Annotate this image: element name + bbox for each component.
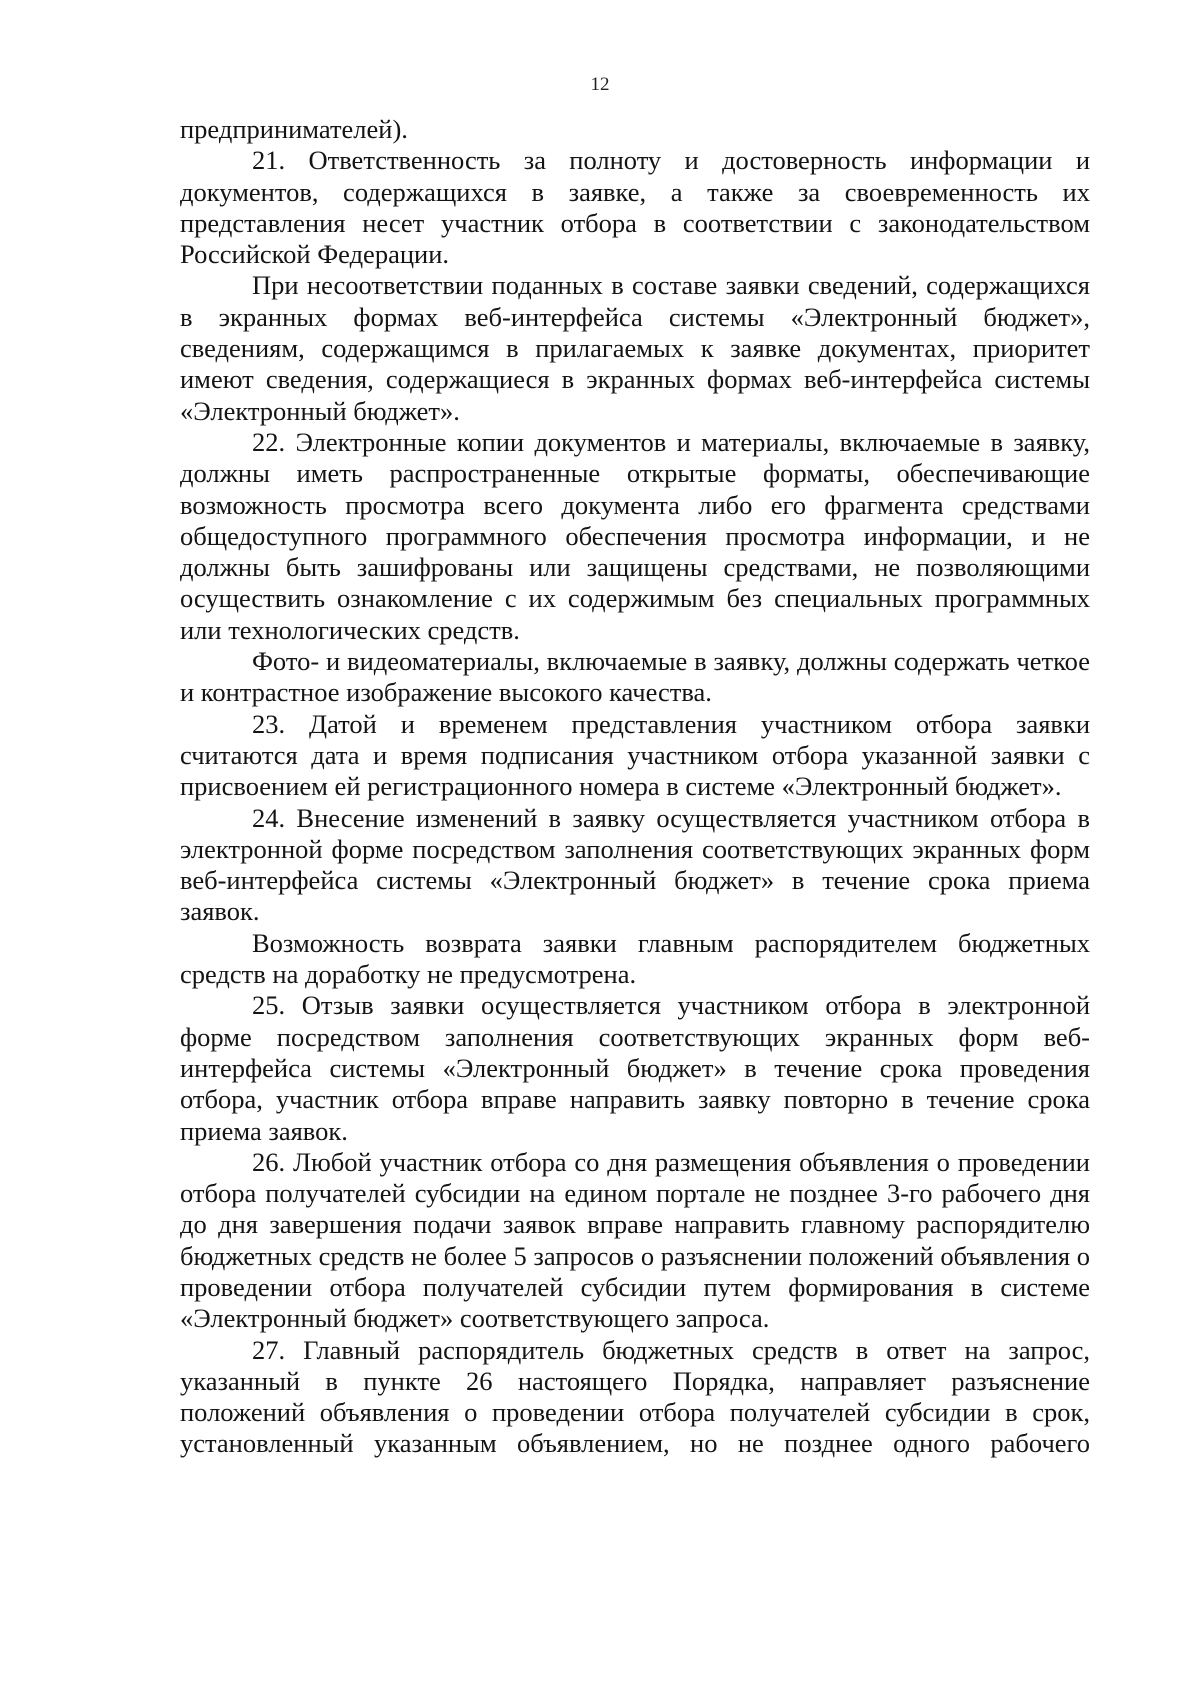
paragraph-continuation: предпринимателей). bbox=[180, 114, 408, 144]
paragraph-22-media: Фото- и видеоматериалы, включаемые в заявку, должны содержать четкое и контрастное изображение высокого качества. bbox=[180, 646, 1090, 708]
paragraph-26: 26. Любой участник отбора со дня размещения объявления о проведении отбора получателей субсидии на едином портале не позднее 3-го рабочего дня до дня завершения подачи заявок вправе направить главному распорядителю бюджетных средств не более 5 запросов о разъяснении положений объявления о проведении отбора получателей субсидии путем формирования в системе «Электронный бюджет» соответствующего запроса. bbox=[180, 1146, 1090, 1334]
document-body bbox=[180, 114, 1090, 1460]
paragraph-21-mismatch: При несоответствии поданных в составе заявки сведений, содержащихся в экранных формах веб-интерфейса системы «Электронный бюджет», сведениям, содержащимся в прилагаемых к заявке документах, приоритет имеют сведения, содержащиеся в экранных формах веб-интерфейса системы «Электронный бюджет». bbox=[180, 270, 1090, 426]
paragraph-27: 27. Главный распорядитель бюджетных средств в ответ на запрос, указанный в пункте 26 настоящего Порядка, направляет разъяснение положений объявления о проведении отбора получателей субсидии в срок, установленный указанным объявлением, но не позднее одного рабочего bbox=[180, 1334, 1090, 1459]
paragraph-23: 23. Датой и временем представления участником отбора заявки считаются дата и время подписания участником отбора указанной заявки с присвоением ей регистрационного номера в системе «Электронный бюджет». bbox=[180, 708, 1090, 802]
page-number: 12 bbox=[590, 74, 610, 95]
paragraph-21: 21. Ответственность за полноту и достоверность информации и документов, содержащихся в заявке, а также за своевременность их представления несет участник отбора в соответствии с законодательством Российской Федерации. bbox=[180, 145, 1090, 270]
paragraph-24: 24. Внесение изменений в заявку осуществляется участником отбора в электронной форме посредством заполнения соответствующих экранных форм веб-интерфейса системы «Электронный бюджет» в течение срока приема заявок. bbox=[180, 802, 1090, 927]
paragraph-22: 22. Электронные копии документов и материалы, включаемые в заявку, должны иметь распространенные открытые форматы, обеспечивающие возможность просмотра всего документа либо его фрагмента средствами общедоступного программного обеспечения просмотра информации, и не должны быть зашифрованы или защищены средствами, не позволяющими осуществить ознакомление с их содержимым без специальных программных или технологических средств. bbox=[180, 426, 1090, 645]
paragraph-24-return: Возможность возврата заявки главным распорядителем бюджетных средств на доработку не предусмотрена. bbox=[180, 927, 1090, 990]
paragraph-25: 25. Отзыв заявки осуществляется участником отбора в электронной форме посредством заполнения соответствующих экранных форм веб-интерфейса системы «Электронный бюджет» в течение срока проведения отбора, участник отбора вправе направить заявку повторно в течение срока приема заявок. bbox=[180, 990, 1090, 1146]
